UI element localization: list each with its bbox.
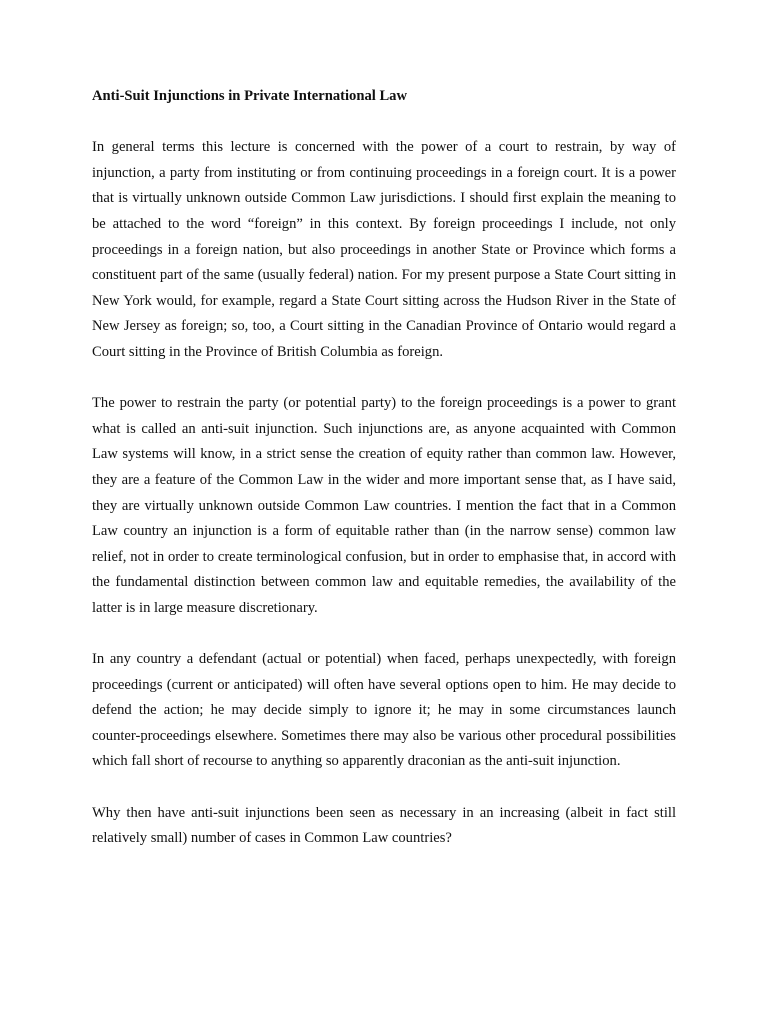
document-title: Anti-Suit Injunctions in Private International Law [92, 88, 408, 104]
paragraph-4: Why then have anti-suit injunctions been seen as necessary in an increasing (albeit in fact still relatively small) number of cases in Common Law countries? [92, 804, 676, 847]
paragraph-2: The power to restrain the party (or potential party) to the foreign proceedings is a power to grant what is called an anti-suit injunction. Such injunctions are, as anyone acquainted with Common Law systems will know, in a strict sense the creation of equity rather than common law. However, they are a feature of the Common Law in the wider and more important sense that, as I have said, they are virtually unknown outside Common Law countries. I mention the fact that in a Common Law country an injunction is a form of equitable rather than (in the narrow sense) common law relief, not in order to create terminological confusion, but in order to emphasise that, in accord with the fundamental distinction between common law and equitable remedies, the availability of the latter is in large measure discretionary. [92, 395, 676, 616]
document-body [92, 84, 676, 852]
paragraph-1: In general terms this lecture is concerned with the power of a court to restrain, by way of injunction, a party from instituting or from continuing proceedings in a foreign court. It is a power that is virtually unknown outside Common Law jurisdictions. I should first explain the meaning to be attached to the word “foreign” in this context. By foreign proceedings I include, not only proceedings in a foreign nation, but also proceedings in another State or Province which forms a constituent part of the same (usually federal) nation. For my present purpose a State Court sitting in New York would, for example, regard a State Court sitting across the Hudson River in the State of New Jersey as foreign; so, too, a Court sitting in the Canadian Province of Ontario would regard a Court sitting in the Province of British Columbia as foreign. [92, 139, 676, 360]
paragraph-3: In any country a defendant (actual or potential) when faced, perhaps unexpectedly, with foreign proceedings (current or anticipated) will often have several options open to him. He may decide to defend the action; he may decide simply to ignore it; he may in some circumstances launch counter-proceedings elsewhere. Sometimes there may also be various other procedural possibilities which fall short of recourse to anything so apparently draconian as the anti-suit injunction. [92, 651, 676, 770]
